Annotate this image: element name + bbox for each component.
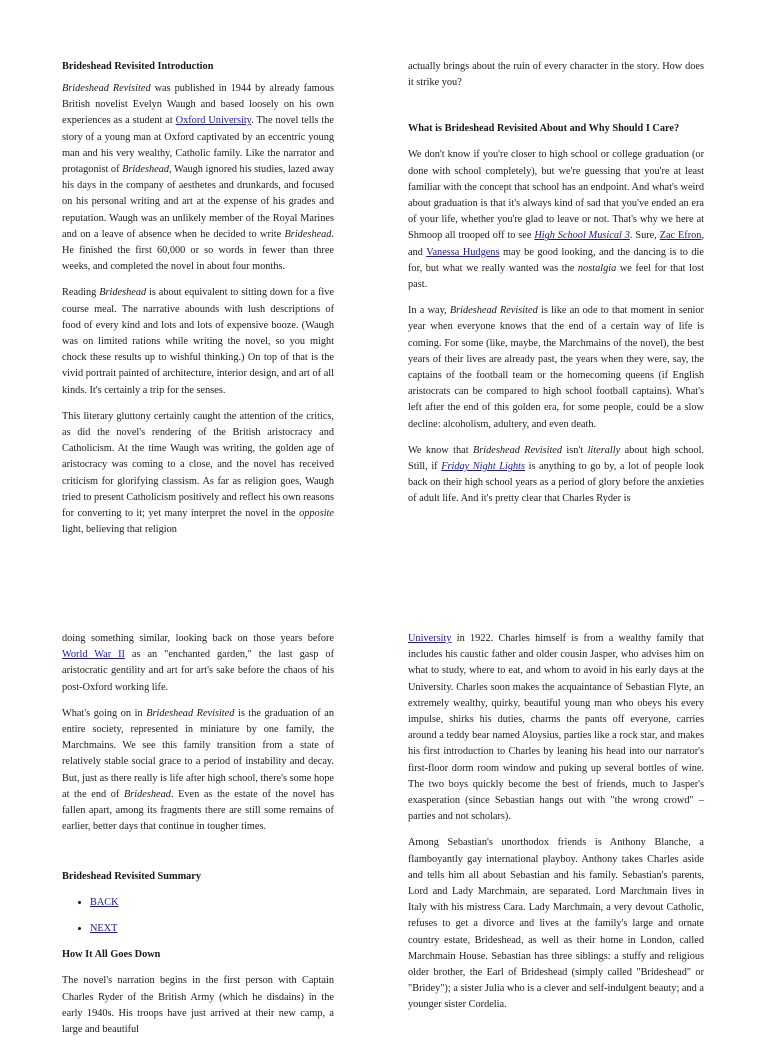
- text-run: In a way,: [408, 305, 450, 317]
- summary-paragraph-3: Among Sebastian's unorthodox friends is Anthony Blanche, a flamboyantly gay international playboy. Anthony takes Charles aside and tells him all about Sebastian and his family. Sebastian's parents, Lord and Lady Marchmain, are separated. Lord Marchmain lives in Italy with his mistress Cara. Lady Marchmain, a very devout Catholic, refuses to get a divorce and lives at the family's large and ornate country estate, Brideshead, as well as their home in London, called Marchmain House. Sebastian has three siblings: a stuffy and religious older brother, the Earl of Brideshead (simply called "Brideshead" or "Bridey"); a sister Julia who is a clever and self-indulgent beauty; and a younger sister Cordelia.: [408, 837, 704, 1011]
- text-run: . The novel tells the story of a young man at Oxford captivated by an eccentric young man and his very wealthy, Catholic family. Like the narrator and protagonist of: [62, 115, 334, 176]
- text-run: . He finished the first 60,000 or so words in fewer than three weeks, and completed the novel in about four months.: [62, 228, 334, 273]
- text-run: , Waugh ignored his studies, lazed away his days in the company of aesthetes and drunkards, and focused on his personal writing and art at the expense of his grades and reputation. Waugh was an unlikely member of the Royal Marines and on a leave of absence when he decided to write: [62, 164, 334, 240]
- nostalgia-paragraph: [62, 631, 334, 696]
- column-1-top: [62, 59, 334, 548]
- summary-paragraph-2: [408, 631, 704, 825]
- column-1-bottom: [62, 631, 334, 1048]
- text-run: is the graduation of an entire society, represented in miniature by one family, the Marchmains. We see this family transition from a state of relatively stable social grace to a period of instability and decay. But, just as there really is life after high school, there's some hope at the end of: [62, 707, 334, 800]
- why-care-paragraph-1: [408, 147, 704, 293]
- summary-paragraph-1: The novel's narration begins in the first person with Captain Charles Ryder of the British Army (which he disdains) in the early 1940s. His troops have just arrived at their new camp, a large and beautiful: [62, 975, 334, 1036]
- why-care-heading: What is Brideshead Revisited About and Why Should I Care?: [408, 123, 680, 135]
- university-link[interactable]: University: [408, 633, 452, 644]
- title-italic: Brideshead Revisited: [449, 305, 538, 317]
- back-link[interactable]: BACK: [90, 897, 119, 909]
- text-run: We know that: [408, 444, 473, 456]
- text-run: as an "enchanted garden," the last gasp of aristocratic gentility and art for art's sake before the chaos of his post-Oxford working life.: [62, 649, 334, 693]
- text-run: . Sure,: [629, 230, 660, 242]
- why-care-paragraph-3: [408, 443, 704, 508]
- title-italic: Brideshead: [284, 228, 332, 240]
- zac-efron-link[interactable]: Zac Efron: [659, 230, 702, 242]
- friday-night-lights-link[interactable]: Friday Night Lights: [441, 461, 526, 473]
- text-run: isn't: [562, 444, 588, 456]
- text-run: This literary gluttony certainly caught the attention of the critics, as did the novel's rendering of the British aristocracy and Catholicism. At the time Waugh was writing, the golden age of aristocracy was coming to a close, and the novel has received criticism for glorifying classism. As far as religion goes, Waugh tried to present Catholicism positively and reflect his own reasons for converting to it; yet many interpret the novel in the: [62, 410, 334, 520]
- text-run: , and: [408, 230, 705, 258]
- title-italic: Brideshead: [122, 164, 170, 176]
- title-italic: Brideshead Revisited: [62, 83, 151, 94]
- text-run: may be good looking, and the dancing is to die for, but what we really wanted was the: [408, 246, 704, 274]
- emphasis-italic: opposite: [299, 508, 334, 520]
- text-run: is anything to go by, a lot of people look back on their high school years as a period of glory before the anxieties of adult life. And it's pretty clear that Charles Ryder is: [408, 461, 704, 505]
- oxford-university-link[interactable]: Oxford University: [175, 115, 252, 127]
- world-war-ii-link[interactable]: World War II: [62, 649, 125, 661]
- nav-next-item: [90, 921, 334, 937]
- text-run: is like an ode to that moment in senior year when everyone knows that the end of a certain way of life is coming. For some (like, maybe, the Marchmains of the novel), the best years of their lives are already past, the years when they were, say, the captains of the football team or the homecoming queens (if English aristocrats can be compared to high school football captains). What's left after the end of this golden era, for some people, could be a slow decline: alcoholism, adultery, and even death.: [408, 305, 704, 430]
- text-run: We don't know if you're closer to high school or college graduation (or done with school completely), but we're guessing that you're at least familiar with the concept that school has an endpoint. And what's weird about graduation is that it's always kind of sad that you've ended an era of your life, whether you're glad to leave or not. That's why we here at Shmoop all trooped off to see: [408, 149, 704, 242]
- text-run: Reading: [62, 287, 100, 299]
- title-italic: Brideshead Revisited: [472, 444, 563, 456]
- column-2-top: [408, 59, 704, 518]
- text-run: doing something similar, looking back on those years before: [62, 633, 334, 644]
- nav-back-item: [90, 895, 334, 911]
- intro-paragraph-2: [62, 285, 334, 398]
- why-care-paragraph-2: [408, 303, 704, 433]
- intro-paragraph-1: [62, 81, 334, 275]
- summary-nav: [62, 895, 334, 937]
- vanessa-hudgens-link[interactable]: Vanessa Hudgens: [426, 246, 500, 258]
- text-run: about high school. Still, if: [408, 444, 704, 473]
- title-italic: Brideshead Revisited: [146, 707, 235, 719]
- intro-heading: Brideshead Revisited Introduction: [62, 61, 214, 72]
- high-school-musical-link[interactable]: High School Musical 3: [534, 230, 630, 242]
- text-run: light, believing that religion: [62, 524, 177, 536]
- graduation-paragraph: [62, 706, 334, 836]
- column-2-bottom: [408, 631, 704, 1024]
- continued-paragraph: actually brings about the ruin of every character in the story. How does it strike you?: [408, 61, 704, 89]
- next-link[interactable]: NEXT: [90, 923, 118, 935]
- how-it-goes-heading: How It All Goes Down: [62, 949, 161, 961]
- emphasis-italic: nostalgia: [577, 262, 617, 274]
- text-run: was published in 1944 by already famous British novelist Evelyn Waugh and based loosely on his own experiences as a student at: [62, 83, 334, 127]
- text-run: in 1922. Charles himself is from a wealthy family that includes his caustic father and older cousin Jasper, who advises him on what to study, where to eat, and whom to avoid in his early days at the University. Charles soon makes the acquaintance of Sebastian Flyte, an extremely wealthy, quirky, beautiful young man who obeys his every impulse, shirks his duties, charms the pants off everyone, carries around a teddy bear named Aloysius, parties like a rock star, and makes his first introduction to Charles by leaning his head into our narrator's first-floor dorm room window and puking up several bottles of wine. The two boys quickly become the best of friends, much to Jasper's exasperation (since Sebastian hangs out with "the wrong crowd" – parties and not scholars).: [408, 633, 704, 823]
- title-italic: Brideshead: [99, 287, 147, 299]
- summary-heading: Brideshead Revisited Summary: [62, 871, 202, 883]
- text-run: . Even as the estate of the novel has fallen apart, among its fragments there are still some remains of earlier, better days that continue in tougher times.: [62, 788, 334, 833]
- text-run: What's going on in: [62, 707, 147, 719]
- intro-paragraph-3: [62, 409, 334, 539]
- title-italic: Brideshead: [123, 788, 171, 800]
- text-run: is about equivalent to sitting down for a five course meal. The narrative abounds with lush descriptions of food of every kind and lots and lots of expensive booze. (Waugh was on limited rations while writing the novel, so you might chock these results up to wishful thinking.) On top of that is the vivid portrait painted of architecture, interior design, and art of all kinds. It's certainly a trip for the senses.: [62, 287, 335, 396]
- emphasis-italic: literally: [587, 444, 621, 456]
- text-run: we feel for that lost past.: [408, 262, 704, 291]
